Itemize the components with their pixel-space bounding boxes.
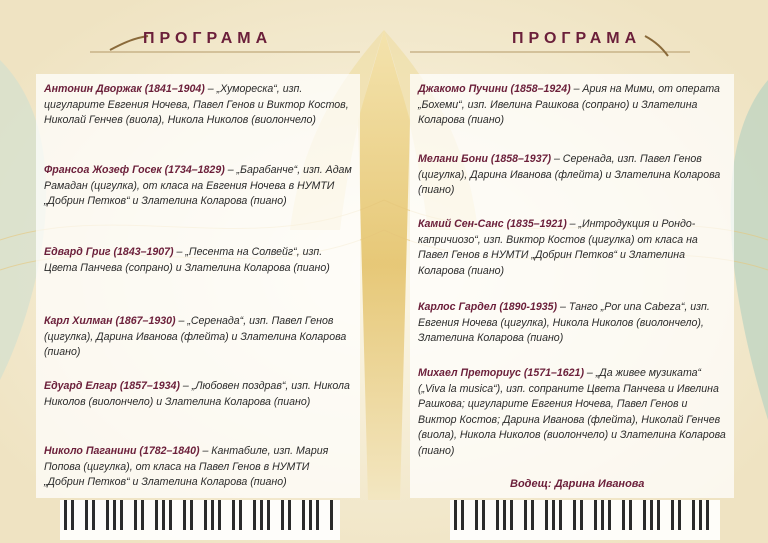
composer-name: Мелани Бони (1858–1937) bbox=[418, 153, 552, 165]
piano-key bbox=[643, 500, 646, 530]
piano-key bbox=[559, 500, 562, 530]
piano-key bbox=[524, 500, 527, 530]
piano-key bbox=[183, 500, 186, 530]
piano-key bbox=[211, 500, 214, 530]
entry-details: – „Хумореска“, изп. цигуларите Евгения Ночева, Павел Генов и Виктор Костов, Николай Генчев (виола), Никола Николов (виолончело) bbox=[44, 83, 349, 126]
piano-key bbox=[155, 500, 158, 530]
piano-key bbox=[106, 500, 109, 530]
program-entry bbox=[36, 379, 360, 410]
piano-key bbox=[496, 500, 499, 530]
program-entry bbox=[36, 444, 360, 491]
program-entry bbox=[410, 82, 734, 129]
piano-key bbox=[288, 500, 291, 530]
composer-name: Михаел Преториус (1571–1621) bbox=[418, 367, 584, 379]
entry-details: – Танго „Por una Cabeza“, изп. Евгения Ночева (цигулка), Никола Николов (виолончело), Злателина Коларова (пиано) bbox=[418, 301, 710, 344]
right-page-title: ПРОГРАМА bbox=[512, 30, 642, 47]
composer-name: Франсоа Жозеф Госек (1734–1829) bbox=[44, 164, 225, 176]
piano-key bbox=[134, 500, 137, 530]
conductor-credit: Водещ: Дарина Иванова bbox=[510, 478, 645, 490]
piano-key bbox=[573, 500, 576, 530]
piano-key bbox=[482, 500, 485, 530]
composer-name: Камий Сен-Санс (1835–1921) bbox=[418, 218, 567, 230]
piano-key bbox=[608, 500, 611, 530]
program-entry bbox=[410, 217, 734, 279]
composer-name: Джакомо Пучини (1858–1924) bbox=[418, 83, 571, 95]
piano-key bbox=[330, 500, 333, 530]
piano-key bbox=[510, 500, 513, 530]
piano-key bbox=[475, 500, 478, 530]
piano-key bbox=[699, 500, 702, 530]
piano-key bbox=[85, 500, 88, 530]
right-program-panel bbox=[410, 74, 734, 498]
piano-key bbox=[545, 500, 548, 530]
piano-key bbox=[461, 500, 464, 530]
composer-name: Карл Хилман (1867–1930) bbox=[44, 315, 176, 327]
piano-key bbox=[253, 500, 256, 530]
entry-details: – „Песента на Солвейг“, изп. Цвета Панчева (сопрано) и Злателина Коларова (пиано) bbox=[44, 246, 330, 274]
piano-key bbox=[601, 500, 604, 530]
piano-key bbox=[239, 500, 242, 530]
piano-key bbox=[454, 500, 457, 530]
entry-details: – „Серенада“, изп. Павел Генов (цигулка), Дарина Иванова (флейта) и Злателина Коларова (пиано) bbox=[44, 315, 347, 358]
entry-details: – „Любовен поздрав“, изп. Никола Николов (виолончело) и Злателина Коларова (пиано) bbox=[44, 380, 350, 408]
piano-key bbox=[204, 500, 207, 530]
entry-details: – Ария на Мими, от операта „Бохеми“, изп. Ивелина Рашкова (сопрано) и Злателина Коларова (пиано) bbox=[418, 83, 720, 126]
piano-key bbox=[218, 500, 221, 530]
piano-key bbox=[113, 500, 116, 530]
piano-key bbox=[281, 500, 284, 530]
entry-details: – Серенада, изп. Павел Генов (цигулка), Дарина Иванова (флейта) и Злателина Коларова (пиано) bbox=[418, 153, 721, 196]
entry-details: – „Да живее музиката“ („Viva la musica“), изп. сопраните Цвета Панчева и Ивелина Рашкова; цигуларите Евгения Ночева, Павел Генов и Виктор Костов; Дарина Иванова (флейта), Николай Генчев (виола), Никола Николов (виолончело) и Злателина Коларова (пиано) bbox=[418, 367, 726, 457]
piano-key bbox=[64, 500, 67, 530]
program-entry bbox=[410, 366, 734, 459]
piano-key bbox=[650, 500, 653, 530]
piano-key bbox=[531, 500, 534, 530]
piano-key bbox=[267, 500, 270, 530]
program-entry bbox=[410, 300, 734, 347]
program-entry bbox=[410, 152, 734, 199]
piano-key bbox=[141, 500, 144, 530]
entry-details: – „Интродукция и Рондо-капричиозо“, изп. Виктор Костов (цигулка) от класа на Павел Генов в НУМТИ „Добрин Петков“ и Злателина Коларова (пиано) bbox=[418, 218, 698, 277]
left-page-title: ПРОГРАМА bbox=[143, 30, 273, 47]
piano-key bbox=[657, 500, 660, 530]
piano-key bbox=[92, 500, 95, 530]
piano-key bbox=[503, 500, 506, 530]
piano-key bbox=[692, 500, 695, 530]
entry-details: – Кантабиле, изп. Мария Попова (цигулка), от класа на Павел Генов в НУМТИ „Добрин Петков“ и Злателина Коларова (пиано) bbox=[44, 445, 329, 488]
piano-key bbox=[169, 500, 172, 530]
piano-key bbox=[629, 500, 632, 530]
piano-key bbox=[622, 500, 625, 530]
composer-name: Антонин Дворжак (1841–1904) bbox=[44, 83, 205, 95]
piano-key bbox=[309, 500, 312, 530]
program-entry bbox=[36, 163, 360, 210]
program-entry bbox=[36, 82, 360, 129]
piano-key bbox=[190, 500, 193, 530]
piano-key bbox=[260, 500, 263, 530]
piano-key bbox=[678, 500, 681, 530]
program-entry bbox=[36, 314, 360, 361]
composer-name: Карлос Гардел (1890-1935) bbox=[418, 301, 558, 313]
piano-key bbox=[232, 500, 235, 530]
piano-key bbox=[71, 500, 74, 530]
composer-name: Едуард Елгар (1857–1934) bbox=[44, 380, 180, 392]
piano-key bbox=[162, 500, 165, 530]
piano-key bbox=[302, 500, 305, 530]
piano-key bbox=[594, 500, 597, 530]
piano-key bbox=[552, 500, 555, 530]
composer-name: Николо Паганини (1782–1840) bbox=[44, 445, 200, 457]
left-program-panel bbox=[36, 74, 360, 498]
entry-details: – „Барабанче“, изп. Адам Рамадан (цигулка), от класа на Евгения Ночева в НУМТИ „Добрин Петков“ и Злателина Коларова (пиано) bbox=[44, 164, 352, 207]
piano-key bbox=[671, 500, 674, 530]
piano-key bbox=[706, 500, 709, 530]
composer-name: Едвард Григ (1843–1907) bbox=[44, 246, 174, 258]
piano-key bbox=[316, 500, 319, 530]
program-entry bbox=[36, 245, 360, 276]
piano-key bbox=[120, 500, 123, 530]
piano-key bbox=[580, 500, 583, 530]
